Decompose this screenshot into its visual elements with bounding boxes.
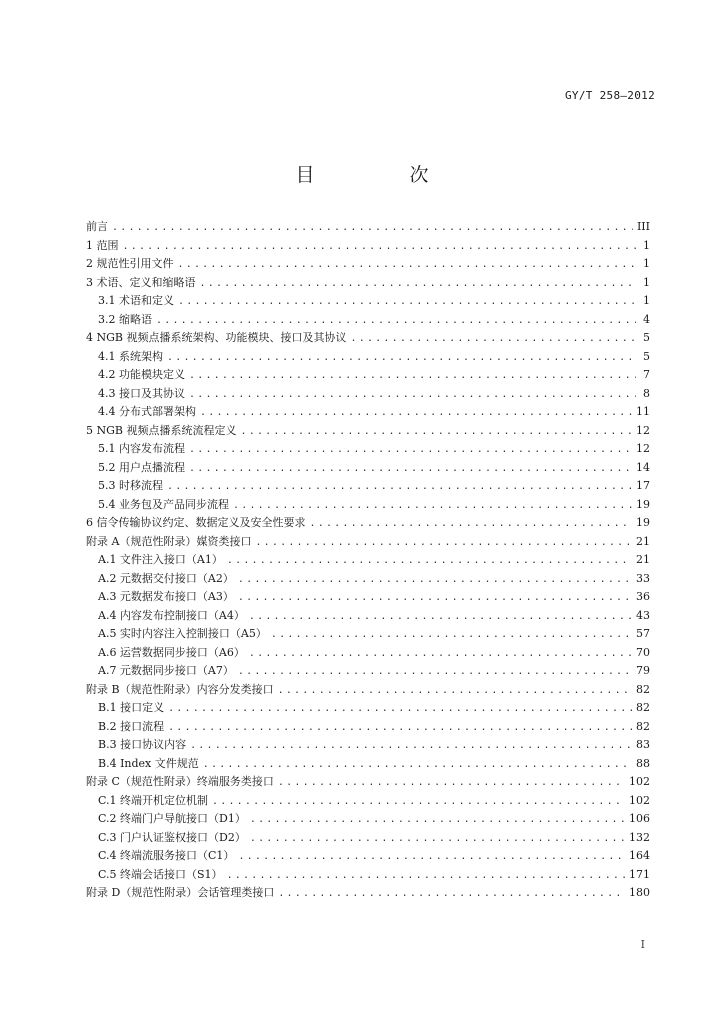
toc-entry[interactable] <box>86 496 650 515</box>
toc-entry-page: 180 <box>629 886 650 899</box>
toc-entry-label: C.3 门户认证鉴权接口（D2） <box>98 830 246 844</box>
toc-leader-dots <box>168 719 632 738</box>
toc-leader-dots <box>203 756 632 775</box>
toc-leader-dots <box>249 608 632 627</box>
toc-leader-dots <box>189 386 636 405</box>
toc-entry-page: 12 <box>636 423 650 437</box>
toc-entry-page: 1 <box>643 257 650 270</box>
toc-entry-label: B.3 接口协议内容 <box>98 738 187 751</box>
toc-entry-label: 4.3 接口及其协议 <box>98 386 185 400</box>
toc-entry[interactable] <box>86 440 650 459</box>
toc-leader-dots <box>351 330 637 349</box>
toc-entry[interactable] <box>86 422 650 441</box>
toc-entry[interactable] <box>86 644 650 663</box>
toc-entry-page: 43 <box>636 608 650 622</box>
page-title: 目 次 <box>295 164 467 186</box>
toc-entry-page: 82 <box>636 719 650 733</box>
toc-entry[interactable] <box>86 329 650 348</box>
toc-leader-dots <box>278 682 632 701</box>
toc-entry-page: 21 <box>636 553 650 566</box>
toc-entry-label: C.2 终端门户导航接口（D1） <box>98 812 246 825</box>
toc-leader-dots <box>238 571 632 590</box>
toc-leader-dots <box>178 293 636 312</box>
toc-entry-page: 88 <box>636 756 650 770</box>
toc-entry-label: C.1 终端开机定位机制 <box>98 793 209 807</box>
toc-entry-page: 1 <box>643 294 650 307</box>
toc-entry-page: 12 <box>636 442 650 455</box>
toc-leader-dots <box>278 774 625 793</box>
toc-entry-page: 5 <box>643 331 650 344</box>
toc-entry-label: 5.1 内容发布流程 <box>98 442 185 455</box>
toc-entry-label: 5.3 时移流程 <box>98 479 163 492</box>
toc-entry-label: B.2 接口流程 <box>98 719 165 733</box>
toc-entry-page: 106 <box>629 812 650 825</box>
toc-entry[interactable] <box>86 792 650 811</box>
toc-entry-page: 17 <box>636 479 650 492</box>
toc-entry-page: 102 <box>629 793 650 807</box>
toc-leader-dots <box>200 404 632 423</box>
toc-entry[interactable] <box>86 348 650 367</box>
toc-entry[interactable] <box>86 625 650 644</box>
toc-entry-label: C.4 终端流服务接口（C1） <box>98 849 235 862</box>
toc-entry-label: 3.2 缩略语 <box>98 312 152 326</box>
toc-entry[interactable] <box>86 366 650 385</box>
toc-entry-label: B.4 Index 文件规范 <box>98 756 199 770</box>
toc-entry[interactable] <box>86 385 650 404</box>
toc-leader-dots <box>189 460 632 479</box>
toc-entry[interactable] <box>86 237 650 256</box>
toc-entry-label: 3.1 术语和定义 <box>98 294 174 307</box>
toc-entry[interactable] <box>86 884 650 903</box>
toc-entry[interactable] <box>86 403 650 422</box>
toc-entry-label: 4.4 分布式部署架构 <box>98 405 196 418</box>
toc-entry-page: 4 <box>643 312 650 326</box>
toc-leader-dots <box>255 534 632 553</box>
toc-entry[interactable] <box>86 311 650 330</box>
toc-entry[interactable] <box>86 773 650 792</box>
toc-leader-dots <box>200 275 637 294</box>
toc-entry-page: 102 <box>629 775 650 788</box>
toc-leader-dots <box>250 811 625 830</box>
toc-leader-dots <box>249 645 632 664</box>
toc-entry-page: 82 <box>636 701 650 714</box>
toc-entry-page: 1 <box>643 275 650 289</box>
toc-entry[interactable] <box>86 551 650 570</box>
toc-entry-label: A.1 文件注入接口（A1） <box>98 553 223 566</box>
toc-entry[interactable] <box>86 514 650 533</box>
toc-entry[interactable] <box>86 607 650 626</box>
toc-leader-dots <box>123 238 637 257</box>
toc-entry-label: A.4 内容发布控制接口（A4） <box>98 608 245 622</box>
toc-leader-dots <box>238 663 632 682</box>
toc-leader-dots <box>238 589 632 608</box>
toc-entry[interactable] <box>86 699 650 718</box>
toc-entry-page: 57 <box>636 627 650 640</box>
toc-leader-dots <box>156 312 636 331</box>
toc-entry-page: 132 <box>629 830 650 844</box>
toc-leader-dots <box>227 867 625 886</box>
toc-leader-dots <box>167 349 636 368</box>
toc-entry[interactable] <box>86 533 650 552</box>
toc-entry-label: 前言 <box>86 220 108 233</box>
toc-entry-page: 7 <box>643 368 650 381</box>
toc-entry-label: B.1 接口定义 <box>98 701 165 714</box>
toc-leader-dots <box>278 885 625 904</box>
toc-leader-dots <box>178 256 637 275</box>
toc-entry-label: 2 规范性引用文件 <box>86 257 174 270</box>
toc-leader-dots <box>189 367 636 386</box>
toc-entry[interactable] <box>86 681 650 700</box>
toc-entry-page: 79 <box>636 664 650 677</box>
toc-entry-label: A.5 实时内容注入控制接口（A5） <box>98 627 267 640</box>
toc-entry-page: III <box>636 220 650 233</box>
toc-entry-label: 1 范围 <box>86 238 119 252</box>
toc-leader-dots <box>241 423 633 442</box>
toc-entry-page: 164 <box>629 849 650 862</box>
toc-leader-dots <box>190 737 632 756</box>
toc-entry-label: A.6 运营数据同步接口（A6） <box>98 645 245 659</box>
toc-leader-dots <box>227 552 632 571</box>
toc-entry-page: 8 <box>643 386 650 400</box>
toc-entry[interactable] <box>86 736 650 755</box>
toc-entry[interactable] <box>86 662 650 681</box>
toc-leader-dots <box>310 515 633 534</box>
toc-leader-dots <box>250 830 625 849</box>
toc-entry-page: 14 <box>636 460 650 474</box>
toc-entry-label: 5.4 业务包及产品同步流程 <box>98 497 229 511</box>
toc-leader-dots <box>167 478 632 497</box>
standard-code-header: GY/T 258—2012 <box>565 89 655 102</box>
table-of-contents <box>86 218 650 903</box>
toc-entry[interactable] <box>86 588 650 607</box>
toc-entry-page: 70 <box>636 645 650 659</box>
toc-entry-label: 附录 A（规范性附录）媒资类接口 <box>86 534 252 548</box>
toc-entry-page: 171 <box>629 867 650 881</box>
toc-entry[interactable] <box>86 829 650 848</box>
toc-leader-dots <box>238 848 625 867</box>
toc-entry-page: 5 <box>643 349 650 363</box>
toc-entry-page: 21 <box>636 534 650 548</box>
toc-entry-label: A.3 元数据发布接口（A3） <box>98 590 234 603</box>
toc-entry[interactable] <box>86 274 650 293</box>
toc-entry-label: 附录 C（规范性附录）终端服务类接口 <box>86 775 274 788</box>
page-number: I <box>640 938 645 951</box>
toc-entry-label: 6 信令传输协议约定、数据定义及安全性要求 <box>86 516 306 529</box>
toc-entry-page: 19 <box>636 516 650 529</box>
toc-entry-label: 附录 D（规范性附录）会话管理类接口 <box>86 886 275 899</box>
toc-entry[interactable] <box>86 866 650 885</box>
toc-entry[interactable] <box>86 255 650 274</box>
toc-entry-label: 3 术语、定义和缩略语 <box>86 275 196 289</box>
toc-leader-dots <box>233 497 632 516</box>
toc-entry-label: A.2 元数据交付接口（A2） <box>98 571 234 585</box>
toc-leader-dots <box>112 219 633 238</box>
toc-entry-page: 11 <box>636 405 650 418</box>
toc-entry[interactable] <box>86 459 650 478</box>
toc-entry-label: A.7 元数据同步接口（A7） <box>98 664 234 677</box>
toc-leader-dots <box>189 441 632 460</box>
toc-entry-page: 33 <box>636 571 650 585</box>
toc-entry-label: C.5 终端会话接口（S1） <box>98 867 223 881</box>
toc-entry-label: 5 NGB 视频点播系统流程定义 <box>86 423 237 437</box>
toc-entry-label: 4 NGB 视频点播系统架构、功能模块、接口及其协议 <box>86 331 347 344</box>
toc-entry[interactable] <box>86 292 650 311</box>
toc-entry-label: 4.1 系统架构 <box>98 349 163 363</box>
toc-entry[interactable] <box>86 847 650 866</box>
toc-entry[interactable] <box>86 755 650 774</box>
toc-entry-label: 附录 B（规范性附录）内容分发类接口 <box>86 682 274 696</box>
toc-entry[interactable] <box>86 810 650 829</box>
toc-entry[interactable] <box>86 570 650 589</box>
toc-entry-label: 5.2 用户点播流程 <box>98 460 185 474</box>
toc-entry[interactable] <box>86 218 650 237</box>
toc-entry-label: 4.2 功能模块定义 <box>98 368 185 381</box>
toc-leader-dots <box>271 626 632 645</box>
toc-entry-page: 83 <box>636 738 650 751</box>
toc-entry-page: 82 <box>636 682 650 696</box>
toc-entry-page: 36 <box>636 590 650 603</box>
toc-entry[interactable] <box>86 477 650 496</box>
toc-leader-dots <box>212 793 625 812</box>
toc-entry-page: 1 <box>643 238 650 252</box>
toc-entry-page: 19 <box>636 497 650 511</box>
toc-leader-dots <box>168 700 632 719</box>
toc-entry[interactable] <box>86 718 650 737</box>
